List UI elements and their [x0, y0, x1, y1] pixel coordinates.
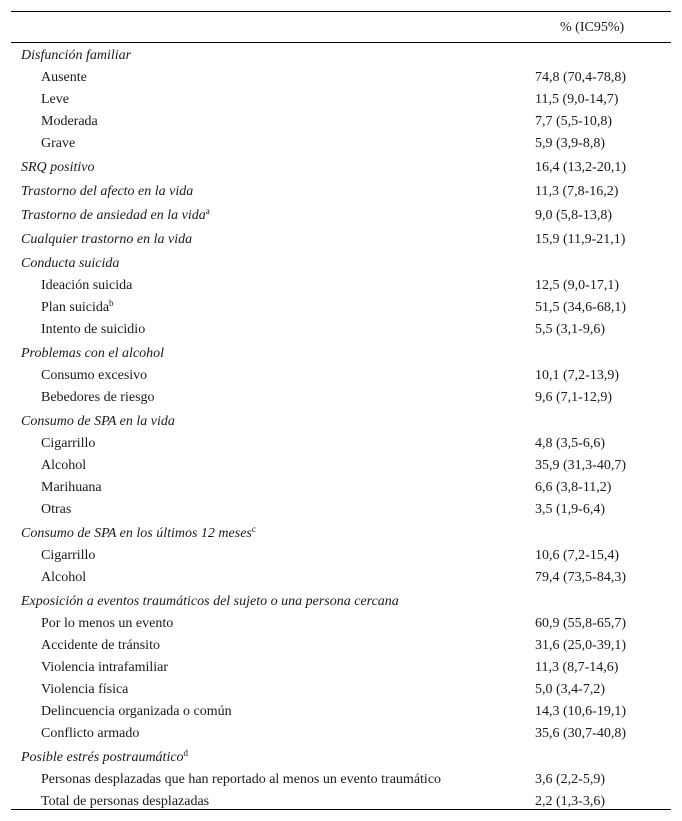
- row-label-text: Problemas con el alcohol: [21, 346, 164, 361]
- row-label: [41, 114, 98, 130]
- row-label-text: Conducta suicida: [21, 256, 120, 271]
- table-row: [11, 659, 671, 681]
- table-row: [11, 69, 671, 91]
- row-label: [41, 436, 95, 452]
- row-label-text: Leve: [41, 92, 69, 107]
- row-value: 35,9 (31,3-40,7): [535, 458, 626, 473]
- row-label: [21, 208, 210, 224]
- row-label-text: Total de personas desplazadas: [41, 794, 210, 809]
- row-label: [41, 368, 147, 384]
- row-label-text: Alcohol: [41, 570, 87, 585]
- row-value: 15,9 (11,9-21,1): [535, 232, 626, 247]
- row-label-text: Conflicto armado: [41, 726, 140, 741]
- row-label: [21, 232, 192, 248]
- table-row-category: [11, 343, 671, 367]
- row-label-text: Intento de suicidio: [41, 322, 146, 337]
- footnote-marker: b: [109, 298, 114, 308]
- table-row: [11, 793, 671, 815]
- row-value: 5,9 (3,9-8,8): [535, 136, 605, 151]
- row-value: 2,2 (1,3-3,6): [535, 794, 605, 809]
- row-value: 10,1 (7,2-13,9): [535, 368, 619, 383]
- row-label: [41, 682, 128, 698]
- table-row: [11, 479, 671, 501]
- row-label-text: Cualquier trastorno en la vida: [21, 232, 193, 247]
- row-label-text: Consumo excesivo: [41, 368, 148, 383]
- row-label-text: Grave: [41, 136, 76, 151]
- table-row: [11, 771, 671, 793]
- row-label-text: Personas desplazadas que han reportado al menos un evento traumático: [41, 772, 442, 787]
- row-label: [21, 594, 399, 610]
- row-label-text: Posible estrés postraumático: [21, 750, 184, 765]
- row-label-text: Ausente: [41, 70, 87, 85]
- table-row-category: [11, 157, 671, 181]
- row-value: 14,3 (10,6-19,1): [535, 704, 626, 719]
- table-row-category: [11, 523, 671, 547]
- table-row: [11, 435, 671, 457]
- row-label-text: Accidente de tránsito: [41, 638, 160, 653]
- table-row-category: [11, 591, 671, 615]
- row-label-text: Violencia física: [41, 682, 129, 697]
- row-value: 31,6 (25,0-39,1): [535, 638, 626, 653]
- row-label-text: Trastorno de ansiedad en la vida: [21, 208, 206, 223]
- row-value: 3,6 (2,2-5,9): [535, 772, 605, 787]
- row-label-text: Disfunción familiar: [21, 48, 132, 63]
- row-label: [21, 256, 119, 272]
- row-label-text: Cigarrillo: [41, 436, 96, 451]
- row-label-text: Exposición a eventos traumáticos del sujeto o una persona cercana: [21, 594, 399, 609]
- row-value: 5,0 (3,4-7,2): [535, 682, 605, 697]
- table-row: [11, 457, 671, 479]
- row-label: [21, 184, 193, 200]
- row-label: [41, 660, 168, 676]
- row-value: 7,7 (5,5-10,8): [535, 114, 612, 129]
- row-label: [41, 480, 102, 496]
- table-row: [11, 135, 671, 157]
- row-value: 51,5 (34,6-68,1): [535, 300, 626, 315]
- row-label: [41, 300, 114, 316]
- row-value: 9,0 (5,8-13,8): [535, 208, 612, 223]
- row-label-text: Moderada: [41, 114, 98, 129]
- row-label-text: Trastorno del afecto en la vida: [21, 184, 194, 199]
- table-row: [11, 501, 671, 523]
- table-row: [11, 321, 671, 343]
- table-row-category: [11, 45, 671, 69]
- row-value: 9,6 (7,1-12,9): [535, 390, 612, 405]
- row-label: [41, 570, 86, 586]
- footnote-marker: d: [183, 748, 189, 758]
- row-label-text: Plan suicida: [41, 300, 110, 315]
- row-label: [21, 526, 256, 542]
- row-value: 35,6 (30,7-40,8): [535, 726, 626, 741]
- row-value: 5,5 (3,1-9,6): [535, 322, 605, 337]
- row-label: [21, 750, 188, 766]
- table-row-category: [11, 747, 671, 771]
- row-label: [41, 772, 441, 788]
- row-label-text: Consumo de SPA en los últimos 12 meses: [21, 526, 252, 541]
- table-row: [11, 725, 671, 747]
- row-value: 6,6 (3,8-11,2): [535, 480, 612, 495]
- row-label: [21, 160, 95, 176]
- value-column-header: % (IC95%): [560, 20, 625, 35]
- row-label: [41, 794, 209, 810]
- table-row-category: [11, 229, 671, 253]
- row-label: [41, 726, 139, 742]
- row-label: [41, 704, 232, 720]
- table-row-category: [11, 181, 671, 205]
- table-row: [11, 703, 671, 725]
- row-label-text: Consumo de SPA en la vida: [21, 414, 175, 429]
- row-label-text: Alcohol: [41, 458, 87, 473]
- row-label: [41, 548, 95, 564]
- table-row: [11, 91, 671, 113]
- table-header-rule: [11, 42, 671, 43]
- table-bottom-rule: [11, 809, 671, 810]
- row-value: 11,3 (7,8-16,2): [535, 184, 619, 199]
- table-row: [11, 389, 671, 411]
- row-label: [21, 346, 164, 362]
- table-row: [11, 569, 671, 591]
- row-label-text: Marihuana: [41, 480, 102, 495]
- row-label: [41, 92, 69, 108]
- table-row: [11, 299, 671, 321]
- table-header: [11, 12, 671, 42]
- row-label: [41, 136, 75, 152]
- row-label-text: Violencia intrafamiliar: [41, 660, 169, 675]
- row-label: [41, 502, 71, 518]
- row-value: 60,9 (55,8-65,7): [535, 616, 626, 631]
- row-label-text: Por lo menos un evento: [41, 616, 174, 631]
- row-value: 3,5 (1,9-6,4): [535, 502, 605, 517]
- row-value: 10,6 (7,2-15,4): [535, 548, 619, 563]
- row-label: [21, 48, 131, 64]
- row-label-text: Delincuencia organizada o común: [41, 704, 232, 719]
- table-row: [11, 615, 671, 637]
- row-value: 79,4 (73,5-84,3): [535, 570, 626, 585]
- footnote-marker: c: [251, 524, 256, 534]
- table-row: [11, 367, 671, 389]
- row-value: 11,5 (9,0-14,7): [535, 92, 619, 107]
- table-row: [11, 547, 671, 569]
- row-label: [21, 414, 175, 430]
- footnote-marker: a: [205, 206, 210, 216]
- table-row: [11, 681, 671, 703]
- row-label-text: Ideación suicida: [41, 278, 133, 293]
- row-label: [41, 278, 132, 294]
- table-row-category: [11, 253, 671, 277]
- row-value: 74,8 (70,4-78,8): [535, 70, 626, 85]
- row-value: 4,8 (3,5-6,6): [535, 436, 605, 451]
- row-value: 11,3 (8,7-14,6): [535, 660, 619, 675]
- table-row: [11, 637, 671, 659]
- row-label: [41, 638, 160, 654]
- row-value: 16,4 (13,2-20,1): [535, 160, 626, 175]
- table-row-category: [11, 411, 671, 435]
- row-label-text: Otras: [41, 502, 72, 517]
- table-body: [11, 45, 671, 815]
- row-label: [41, 616, 173, 632]
- row-label: [41, 322, 145, 338]
- row-label: [41, 458, 86, 474]
- row-label-text: Cigarrillo: [41, 548, 96, 563]
- table-row-category: [11, 205, 671, 229]
- table-row: [11, 277, 671, 299]
- table-row: [11, 113, 671, 135]
- row-label: [41, 70, 87, 86]
- row-label-text: SRQ positivo: [21, 160, 95, 175]
- row-label-text: Bebedores de riesgo: [41, 390, 155, 405]
- row-value: 12,5 (9,0-17,1): [535, 278, 619, 293]
- row-label: [41, 390, 155, 406]
